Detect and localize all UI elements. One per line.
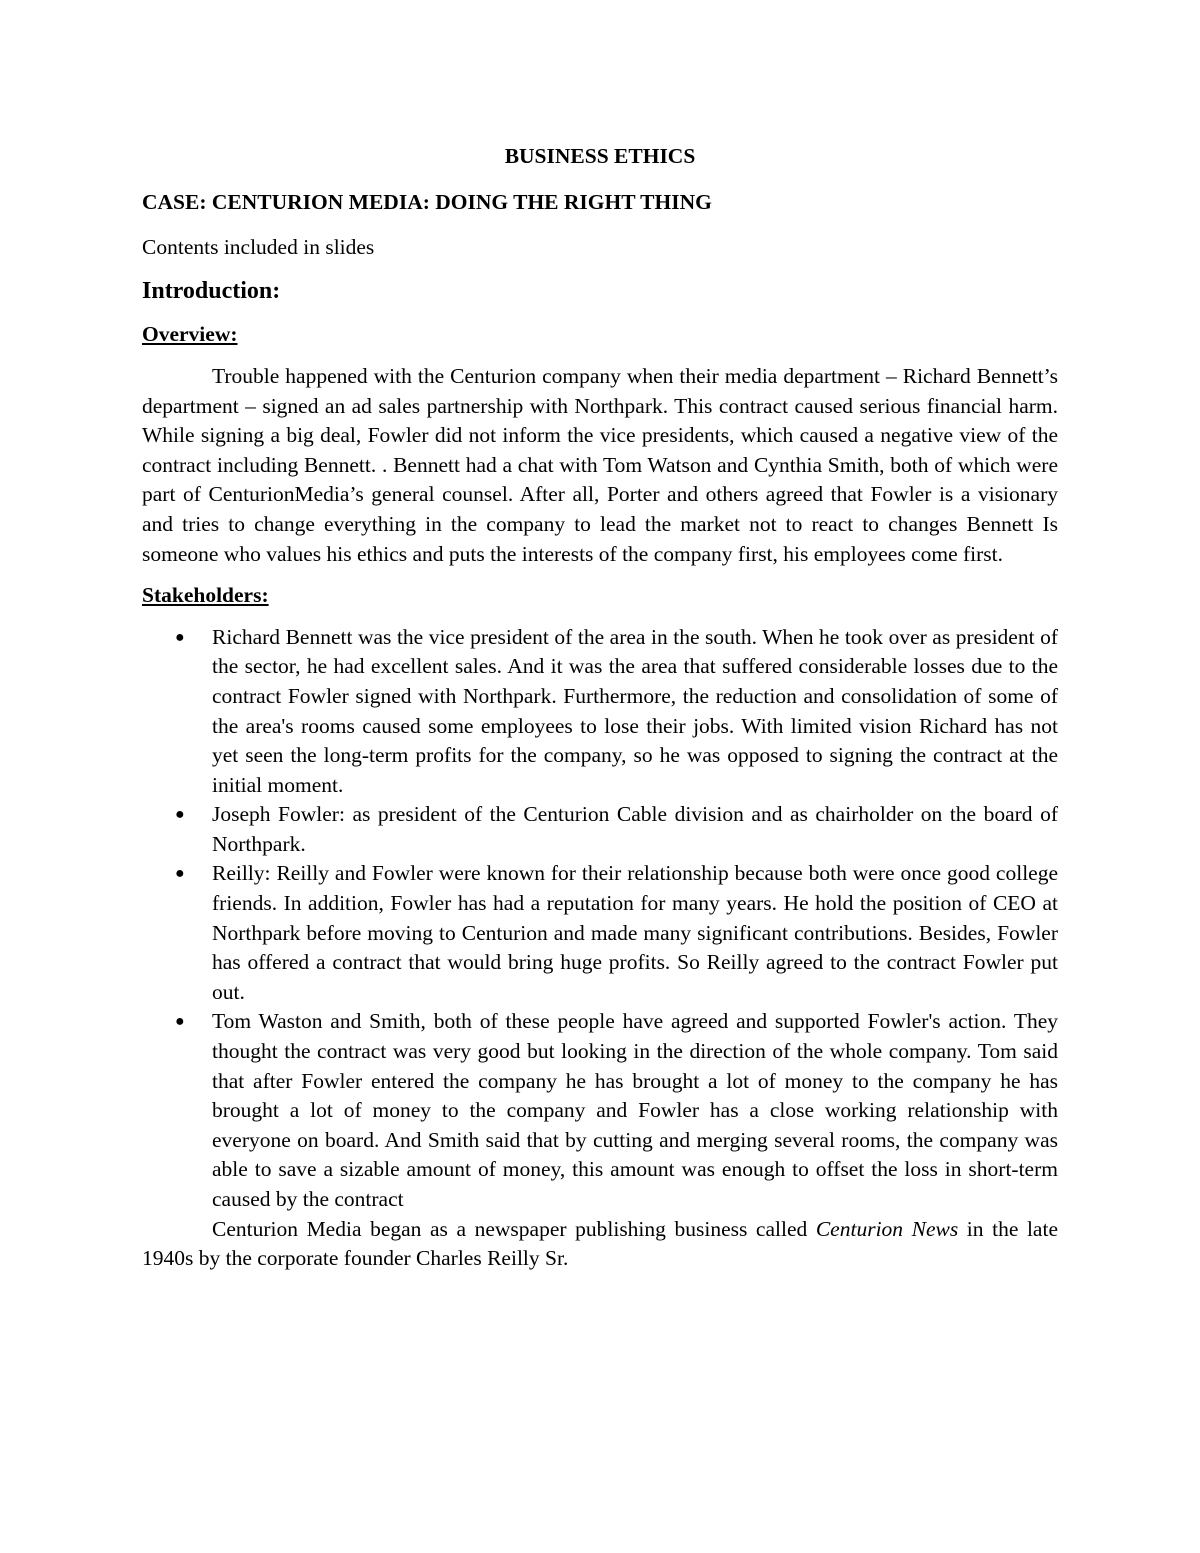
overview-heading: Overview:	[142, 322, 238, 347]
overview-paragraph: Trouble happened with the Centurion company when their media department – Richard Bennett’s department – signed an ad sales partnership with Northpark. This contract caused serious financial harm. While signing a big deal, Fowler did not inform the vice presidents, which caused a negative view of the contract including Bennett. . Bennett had a chat with Tom Watson and Cynthia Smith, both of which were part of CenturionMedia’s general counsel. After all, Porter and others agreed that Fowler is a visionary and tries to change everything in the company to lead the market not to react to changes Bennett Is someone who values his ethics and puts the interests of the company first, his employees come first.	[142, 363, 1058, 566]
document-page	[142, 140, 1058, 1274]
closing-text-start: Centurion Media began as a newspaper publishing business called	[212, 1216, 816, 1241]
stakeholder-text: Tom Waston and Smith, both of these people have agreed and supported Fowler's action. They thought the contract was very good but looking in the direction of the whole company. Tom said that after Fowler entered the company he has brought a lot of money to the company he has brought a lot of money to the company and Fowler has a close working relationship with everyone on board. And Smith said that by cutting and merging several rooms, the company was able to save a sizable amount of money, this amount was enough to offset the loss in short-term caused by the contract	[212, 1009, 1058, 1211]
closing-paragraph	[142, 1215, 1058, 1274]
introduction-heading: Introduction:	[142, 277, 281, 304]
closing-italic-title: Centurion News	[815, 1216, 959, 1241]
bullet-icon: ●	[175, 806, 185, 824]
bullet-icon: ●	[175, 865, 185, 883]
stakeholders-heading: Stakeholders:	[142, 583, 269, 608]
closing-text-end: in the late 1940s by the corporate founder Charles Reilly Sr.	[142, 1216, 1058, 1271]
list-item	[175, 623, 1058, 801]
stakeholders-list	[142, 623, 1058, 1215]
list-item	[175, 859, 1058, 1007]
bullet-icon: ●	[175, 1013, 185, 1031]
contents-note: Contents included in slides	[142, 235, 375, 260]
bullet-icon: ●	[175, 628, 185, 646]
case-title: CASE: CENTURION MEDIA: DOING THE RIGHT THING	[142, 189, 712, 214]
stakeholder-text: Reilly: Reilly and Fowler were known for their relationship because both were once good college friends. In addition, Fowler has had a reputation for many years. He hold the position of CEO at Northpark before moving to Centurion and made many significant contributions. Besides, Fowler has offered a contract that would bring huge profits. So Reilly agreed to the contract Fowler put out.	[212, 861, 1058, 1004]
stakeholder-text: Richard Bennett was the vice president of the area in the south. When he took over as president of the sector, he had excellent sales. And it was the area that suffered considerable losses due to the contract Fowler signed with Northpark. Furthermore, the reduction and consolidation of some of the area's rooms caused some employees to lose their jobs. With limited vision Richard has not yet seen the long-term profits for the company, so he was opposed to signing the contract at the initial moment.	[212, 624, 1058, 797]
list-item	[175, 1007, 1058, 1214]
stakeholder-text: Joseph Fowler: as president of the Centurion Cable division and as chairholder on the board of Northpark.	[212, 802, 1058, 856]
list-item	[175, 800, 1058, 859]
document-title: BUSINESS ETHICS	[504, 144, 696, 168]
